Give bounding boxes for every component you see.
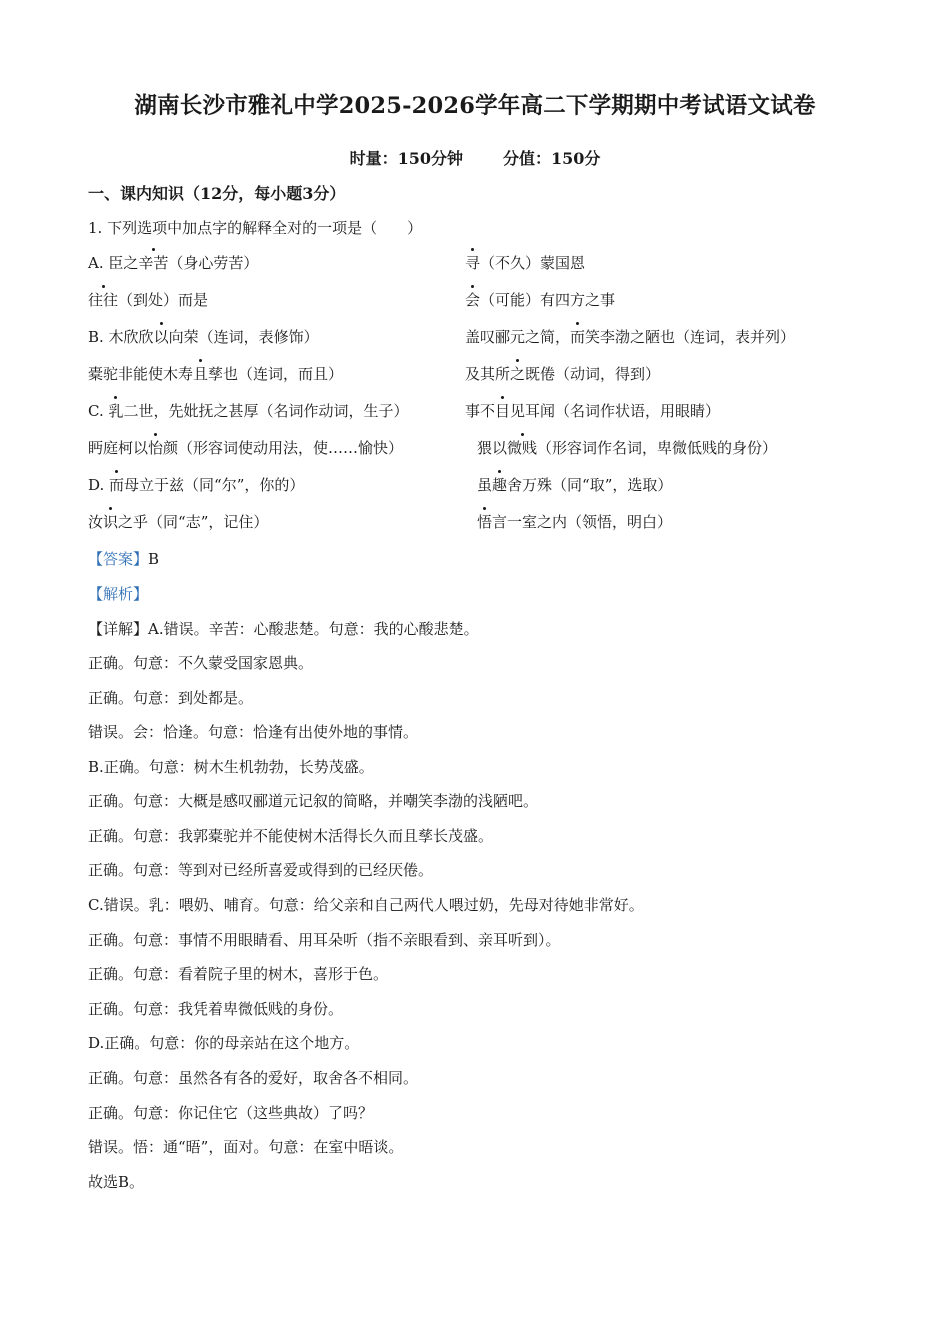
analysis-line: 正确。句意：事情不用眼睛看、用耳朵听（指不亲眼看到、亲耳听到）。: [88, 931, 561, 949]
dotted-char: 趣: [492, 476, 508, 494]
analysis-line: 错误。会：恰逢。句意：恰逢有出使外地的事情。: [88, 723, 419, 741]
option-b-row2-right: 及其所之既倦（动词，得到）: [465, 365, 661, 383]
page-title: 湖南长沙市雅礼中学2025-2026学年高二下学期期中考试语文试卷: [134, 93, 816, 119]
option-d-row2-left: 汝识之乎（同“志”，记住）: [88, 513, 269, 531]
analysis-line: 正确。句意：虽然各有各的爱好，取舍各不相同。: [88, 1069, 419, 1087]
answer-label: 【答案】: [88, 550, 149, 568]
dotted-char: 怡: [148, 439, 164, 457]
dotted-char: 微贱: [507, 439, 538, 457]
option-b-row1-left: B. 木欣欣以向荣（连词，表修饰）: [88, 328, 319, 346]
analysis-line: B.正确。句意：树木生机勃勃，长势茂盛。: [88, 758, 374, 776]
option-d-row1-right: 虽趣舍万殊（同“取”，选取）: [477, 476, 673, 494]
analysis-line: 【详解】A.错误。辛苦：心酸悲楚。句意：我的心酸悲楚。: [88, 620, 479, 638]
analysis-label: 【解析】: [88, 585, 149, 603]
dotted-char: 乳: [108, 402, 124, 420]
dotted-char: 悟: [477, 513, 493, 531]
option-d-row1-left: D. 而母立于兹（同“尔”，你的）: [88, 476, 305, 494]
option-b-row1-right: 盖叹郦元之简，而笑李渤之陋也（连词，表并列）: [465, 328, 796, 346]
exam-time: 时量：150分钟: [349, 149, 463, 168]
dotted-char: 以: [153, 328, 169, 346]
option-a-row2-left: 往往（到处）而是: [88, 291, 209, 309]
dotted-char: 辛苦: [138, 254, 169, 272]
exam-info: [0, 146, 950, 169]
question-stem: 1. 下列选项中加点字的解释全对的一项是（ ）: [88, 219, 423, 237]
dotted-char: 而: [109, 476, 125, 494]
analysis-line: 正确。句意：我郭橐驼并不能使树木活得长久而且孳长茂盛。: [88, 827, 494, 845]
option-c-row1-right: 事不目见耳闻（名词作状语，用眼睛）: [465, 402, 721, 420]
analysis-line: 正确。句意：你记住它（这些典故）了吗？: [88, 1104, 374, 1122]
option-c-row1-left: C. 乳二世，先妣抚之甚厚（名词作动词，生子）: [88, 402, 409, 420]
option-c-row2-right: 猥以微贱（形容词作名词，卑微低贱的身份）: [477, 439, 778, 457]
analysis-line: 错误。悟：通“晤”，面对。句意：在室中晤谈。: [88, 1138, 404, 1156]
exam-score: 分值：150分: [503, 149, 601, 168]
section-heading: 一、课内知识（12分，每小题3分）: [88, 184, 346, 203]
dotted-char: 目: [495, 402, 511, 420]
analysis-line: 正确。句意：大概是感叹郦道元记叙的简略，并嘲笑李渤的浅陋吧。: [88, 792, 539, 810]
analysis-line: 正确。句意：看着院子里的树木，喜形于色。: [88, 965, 389, 983]
dotted-char: 且: [193, 365, 209, 383]
answer-value: B: [148, 550, 160, 568]
analysis-line: 正确。句意：我凭着卑微低贱的身份。: [88, 1000, 344, 1018]
analysis-line: 正确。句意：等到对已经所喜爱或得到的已经厌倦。: [88, 861, 434, 879]
dotted-char: 往往: [88, 291, 119, 309]
analysis-line: D.正确。句意：你的母亲站在这个地方。: [88, 1034, 360, 1052]
analysis-line: 正确。句意：到处都是。: [88, 689, 254, 707]
option-b-row2-left: 橐驼非能使木寿且孳也（连词，而且）: [88, 365, 344, 383]
analysis-line: C.错误。乳：喂奶、哺育。句意：给父亲和自己两代人喂过奶，先母对待她非常好。: [88, 896, 644, 914]
dotted-char: 会: [465, 291, 481, 309]
analysis-line: 故选B。: [88, 1173, 145, 1191]
dotted-char: 之: [510, 365, 526, 383]
option-d-row2-right: 悟言一室之内（领悟，明白）: [477, 513, 673, 531]
analysis-line: 正确。句意：不久蒙受国家恩典。: [88, 654, 314, 672]
option-a-row1-right: 寻（不久）蒙国恩: [465, 254, 586, 272]
option-a-row1-left: A. 臣之辛苦（身心劳苦）: [88, 254, 259, 272]
dotted-char: 寻: [465, 254, 481, 272]
dotted-char: 而: [570, 328, 586, 346]
answer-line: [88, 549, 159, 569]
option-c-row2-left: 眄庭柯以怡颜（形容词使动用法，使……愉快）: [88, 439, 404, 457]
dotted-char: 识: [103, 513, 119, 531]
option-a-row2-right: 会（可能）有四方之事: [465, 291, 616, 309]
